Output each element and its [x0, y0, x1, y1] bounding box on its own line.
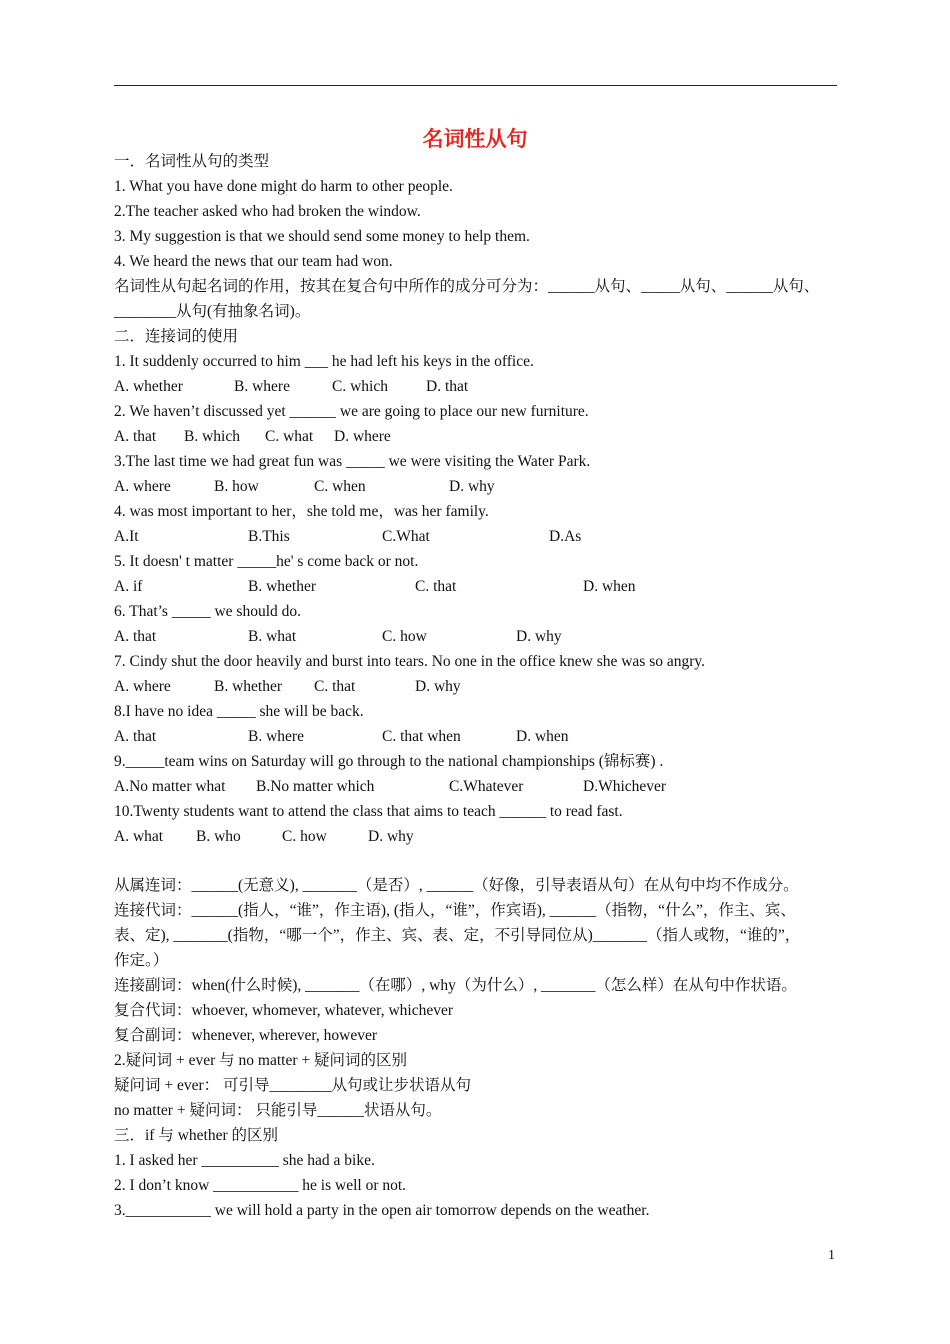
notes-connective-pronouns: 作定。）	[114, 952, 169, 969]
option: A. what	[114, 828, 164, 845]
notes-compound-adverbs: 复合副词：whenever, wherever, however	[114, 1027, 378, 1044]
question-6: 6. That’s _____ we should do.	[114, 603, 301, 620]
option: C. that when	[382, 728, 461, 745]
option: D. when	[583, 578, 636, 595]
option: D. when	[516, 728, 569, 745]
option: A.No matter what	[114, 778, 226, 795]
option: B. where	[248, 728, 304, 745]
explanation-text: 名词性从句起名词的作用，按其在复合句中所作的成分可分为：______从句、_____从句、______从句、	[114, 278, 820, 295]
section-heading-types: 一．名词性从句的类型	[114, 153, 270, 170]
option: A. that	[114, 728, 157, 745]
question-2: 2. We haven’t discussed yet ______ we are going to place our new furniture.	[114, 403, 589, 420]
option: B. whether	[214, 678, 283, 695]
question-3: 3.The last time we had great fun was _____ we were visiting the Water Park.	[114, 453, 591, 470]
question-10: 10.Twenty students want to attend the class that aims to teach ______ to read fast.	[114, 803, 623, 820]
option: D. why	[415, 678, 461, 695]
question-7: 7. Cindy shut the door heavily and burst into tears. No one in the office knew she was so angry.	[114, 653, 706, 670]
question-1: 1. It suddenly occurred to him ___ he had left his keys in the office.	[114, 353, 534, 370]
option: D. why	[449, 478, 495, 495]
option: B. who	[196, 828, 241, 845]
option: B.This	[248, 528, 290, 545]
notes-subordinating-conjunctions: 从属连词：______(无意义), _______（是否）, ______（好像，引导表语从句）在从句中均不作成分。	[114, 877, 799, 894]
option: B. whether	[248, 578, 317, 595]
exercise-sentence: 3.___________ we will hold a party in the open air tomorrow depends on the weather.	[114, 1202, 650, 1219]
option: D.As	[549, 528, 582, 545]
option: B. what	[248, 628, 297, 645]
option: C. when	[314, 478, 366, 495]
page-number: 1	[828, 1248, 835, 1263]
notes-connective-adverbs: 连接副词：when(什么时候), _______（在哪）, why（为什么）, _______（怎么样）在从句中作状语。	[114, 977, 797, 994]
option: A. whether	[114, 378, 183, 395]
option: C. that	[314, 678, 356, 695]
example-sentence: 1. What you have done might do harm to other people.	[114, 178, 453, 195]
example-sentence: 4. We heard the news that our team had won.	[114, 253, 393, 270]
notes-ever-vs-no-matter: 2.疑问词 + ever 与 no matter + 疑问词的区别	[114, 1052, 407, 1069]
notes-connective-pronouns: 表、定), _______(指物，“哪一个”，作主、宾、表、定，不引导同位从)_______（指人或物，“谁的”，	[114, 927, 801, 944]
notes-connective-pronouns: 连接代词：______(指人，“谁”，作主语), (指人，“谁”，作宾语), ______（指物，“什么”，作主、宾、	[114, 902, 796, 919]
option: C. that	[415, 578, 457, 595]
option: A. if	[114, 578, 143, 595]
option: D. that	[426, 378, 469, 395]
page-title: 名词性从句	[422, 127, 528, 151]
notes-compound-pronouns: 复合代词：whoever, whomever, whatever, whichever	[114, 1002, 454, 1019]
option: D. why	[368, 828, 414, 845]
option: D. why	[516, 628, 562, 645]
explanation-text: ________从句(有抽象名词)。	[114, 303, 311, 320]
option: A. where	[114, 478, 171, 495]
option: A. that	[114, 428, 157, 445]
example-sentence: 2.The teacher asked who had broken the window.	[114, 203, 421, 220]
option: B. where	[234, 378, 290, 395]
exercise-sentence: 1. I asked her __________ she had a bike.	[114, 1152, 375, 1169]
notes-ever-vs-no-matter: 疑问词 + ever： 可引导________从句或让步状语从句	[114, 1077, 472, 1094]
option: B. which	[184, 428, 240, 445]
option: D. where	[334, 428, 391, 445]
option: C.What	[382, 528, 430, 545]
question-5: 5. It doesn' t matter _____he' s come back or not.	[114, 553, 419, 570]
option: C.Whatever	[449, 778, 524, 795]
question-4: 4. was most important to her，she told me，was her family.	[114, 503, 489, 520]
option: C. which	[332, 378, 388, 395]
option: C. what	[265, 428, 314, 445]
option: A.It	[114, 528, 139, 545]
section-heading-connectives: 二．连接词的使用	[114, 328, 239, 345]
option: B. how	[214, 478, 259, 495]
option: A. that	[114, 628, 157, 645]
option: A. where	[114, 678, 171, 695]
section-heading-if-whether: 三．if 与 whether 的区别	[114, 1127, 279, 1144]
notes-ever-vs-no-matter: no matter + 疑问词： 只能引导______状语从句。	[114, 1102, 442, 1119]
option: B.No matter which	[256, 778, 375, 795]
option: C. how	[382, 628, 427, 645]
exercise-sentence: 2. I don’t know ___________ he is well or not.	[114, 1177, 407, 1194]
example-sentence: 3. My suggestion is that we should send some money to help them.	[114, 228, 530, 245]
option: C. how	[282, 828, 327, 845]
question-8: 8.I have no idea _____ she will be back.	[114, 703, 364, 720]
header-rule	[114, 85, 837, 86]
question-9: 9._____team wins on Saturday will go through to the national championships (锦标赛) .	[114, 753, 664, 770]
option: D.Whichever	[583, 778, 667, 795]
